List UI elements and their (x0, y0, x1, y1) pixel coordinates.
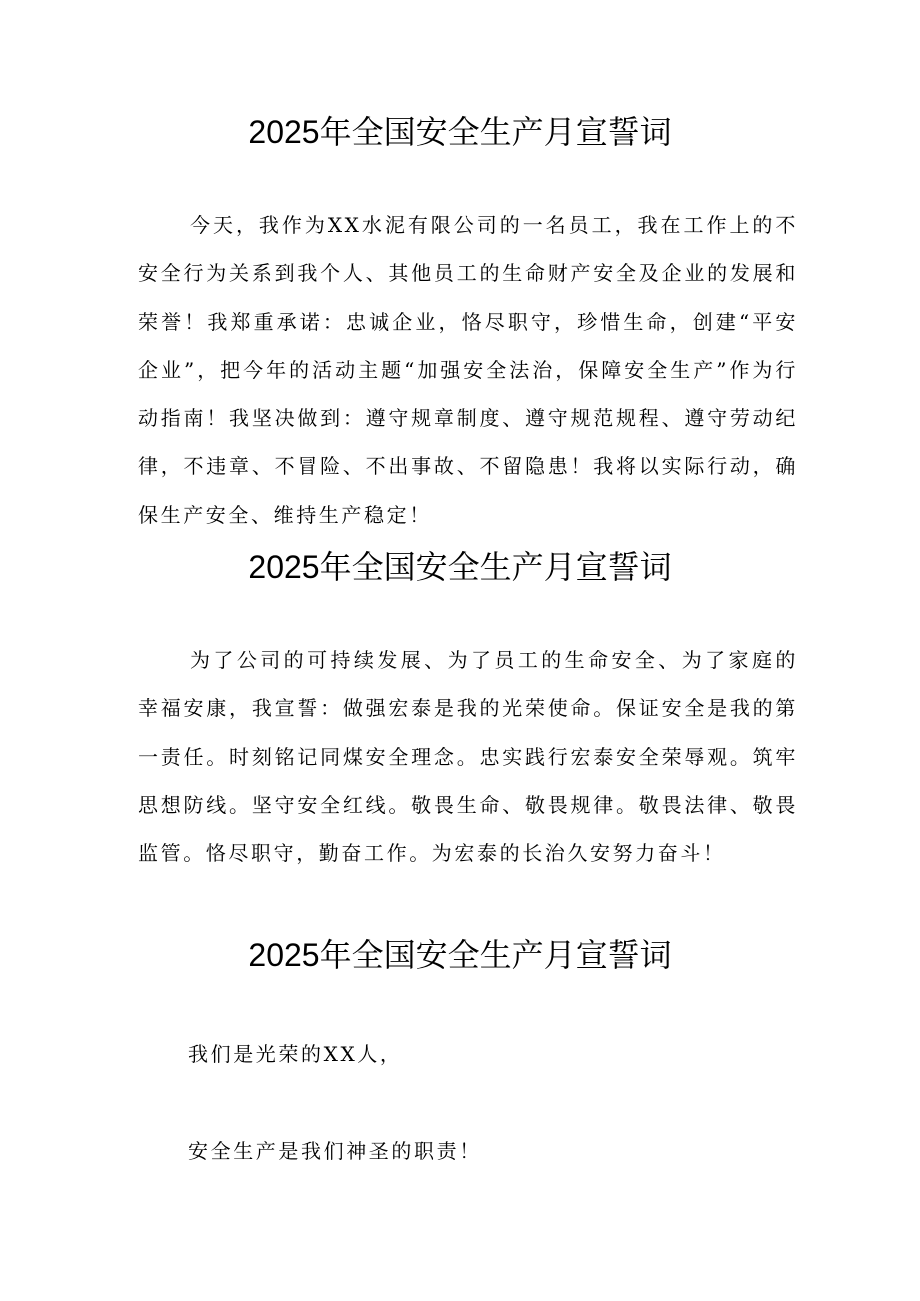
section-2-title: 2025年全国安全生产月宣誓词 (248, 549, 672, 585)
section-1-title: 2025年全国安全生产月宣誓词 (248, 114, 672, 150)
section-3-line-1: 我们是光荣的XX人， (188, 1042, 403, 1066)
section-3-title: 2025年全国安全生产月宣誓词 (248, 937, 672, 973)
section-1-paragraph: 今天，我作为XX水泥有限公司的一名员工，我在工作上的不安全行为关系到我个人、其他员工的生命财产安全及企业的发展和荣誉！我郑重承诺：忠诚企业，恪尽职守，珍惜生命，创建“平安企业”，把今年的活动主题“加强安全法治，保障安全生产”作为行动指南！我坚决做到：遵守规章制度、遵守规范规程、遵守劳动纪律，不违章、不冒险、不出事故、不留隐患！我将以实际行动，确保生产安全、维持生产稳定！ (138, 213, 798, 527)
section-3-line-2: 安全生产是我们神圣的职责！ (188, 1139, 482, 1163)
section-2-paragraph: 为了公司的可持续发展、为了员工的生命安全、为了家庭的幸福安康，我宣誓：做强宏泰是我的光荣使命。保证安全是我的第一责任。时刻铭记同煤安全理念。忠实践行宏泰安全荣辱观。筑牢思想防线。坚守安全红线。敬畏生命、敬畏规律。敬畏法律、敬畏监管。恪尽职守，勤奋工作。为宏泰的长治久安努力奋斗！ (138, 648, 798, 866)
